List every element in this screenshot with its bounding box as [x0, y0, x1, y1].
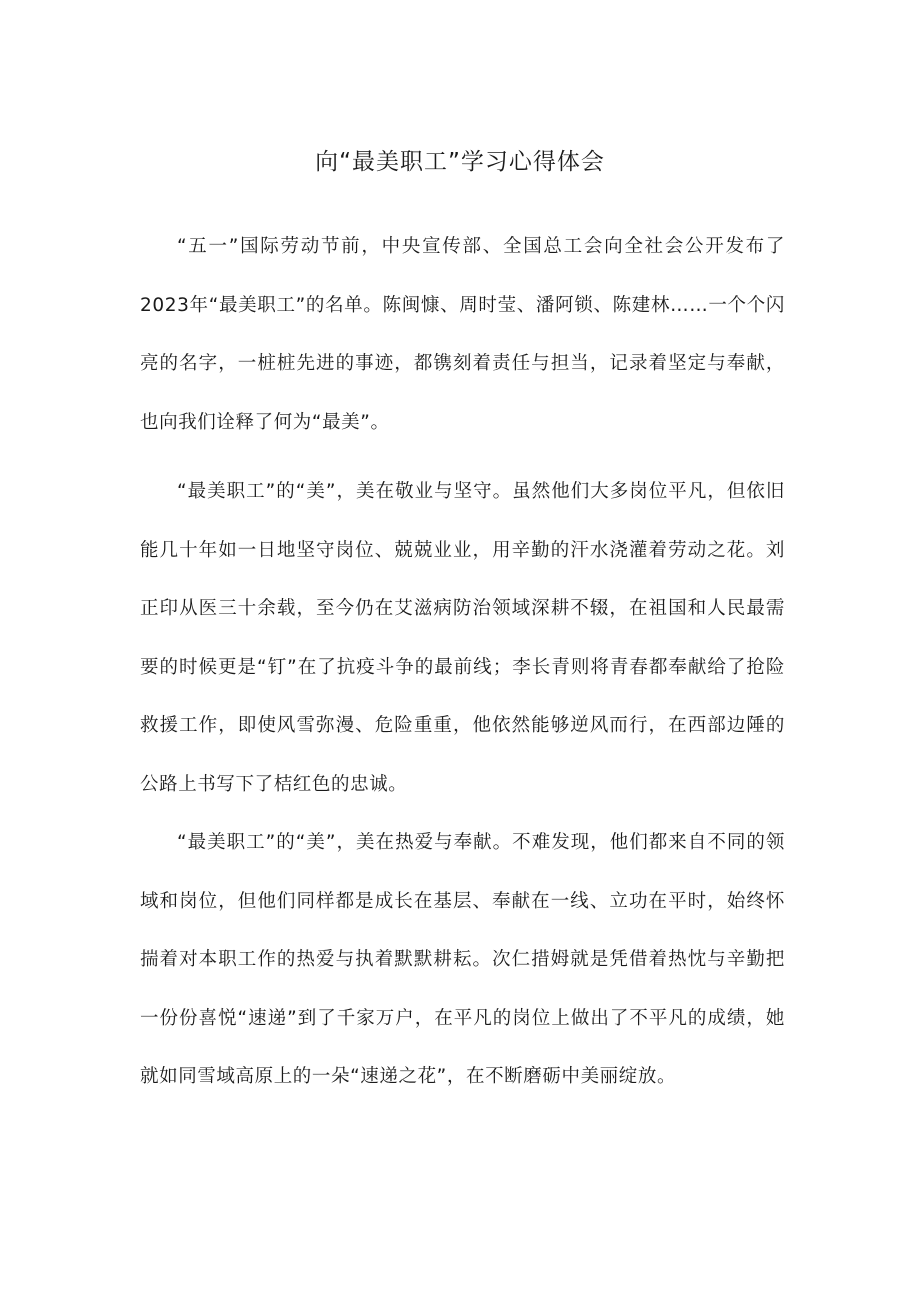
paragraph-dedication: “最美职工”的“美”，美在敬业与坚守。虽然他们大多岗位平凡，但依旧能几十年如一日地坚守岗位、兢兢业业，用辛勤的汗水浇灌着劳动之花。刘正印从医三十余载，至今仍在艾滋病防治领域深耕不辍，在祖国和人民最需要的时候更是“钉”在了抗疫斗争的最前线；李长青则将青春都奉献给了抢险救援工作，即使风雪弥漫、危险重重，他依然能够逆风而行，在西部边陲的公路上书写下了桔红色的忠诚。	[140, 481, 785, 795]
paragraph-passion: “最美职工”的“美”，美在热爱与奉献。不难发现，他们都来自不同的领域和岗位，但他们同样都是成长在基层、奉献在一线、立功在平时，始终怀揣着对本职工作的热爱与执着默默耕耘。次仁措姆就是凭借着热忱与辛勤把一份份喜悦“速递”到了千家万户，在平凡的岗位上做出了不平凡的成绩，她就如同雪域高原上的一朵“速递之花”，在不断磨砺中美丽绽放。	[140, 832, 785, 1087]
document-title: 向“最美职工”学习心得体会	[315, 149, 605, 175]
paragraph-intro: “五一”国际劳动节前，中央宣传部、全国总工会向全社会公开发布了2023年“最美职工”的名单。陈闽慷、周时莹、潘阿锁、陈建林……一个个闪亮的名字，一桩桩先进的事迹，都镌刻着责任与担当，记录着坚定与奉献，也向我们诠释了何为“最美”。	[140, 236, 785, 433]
